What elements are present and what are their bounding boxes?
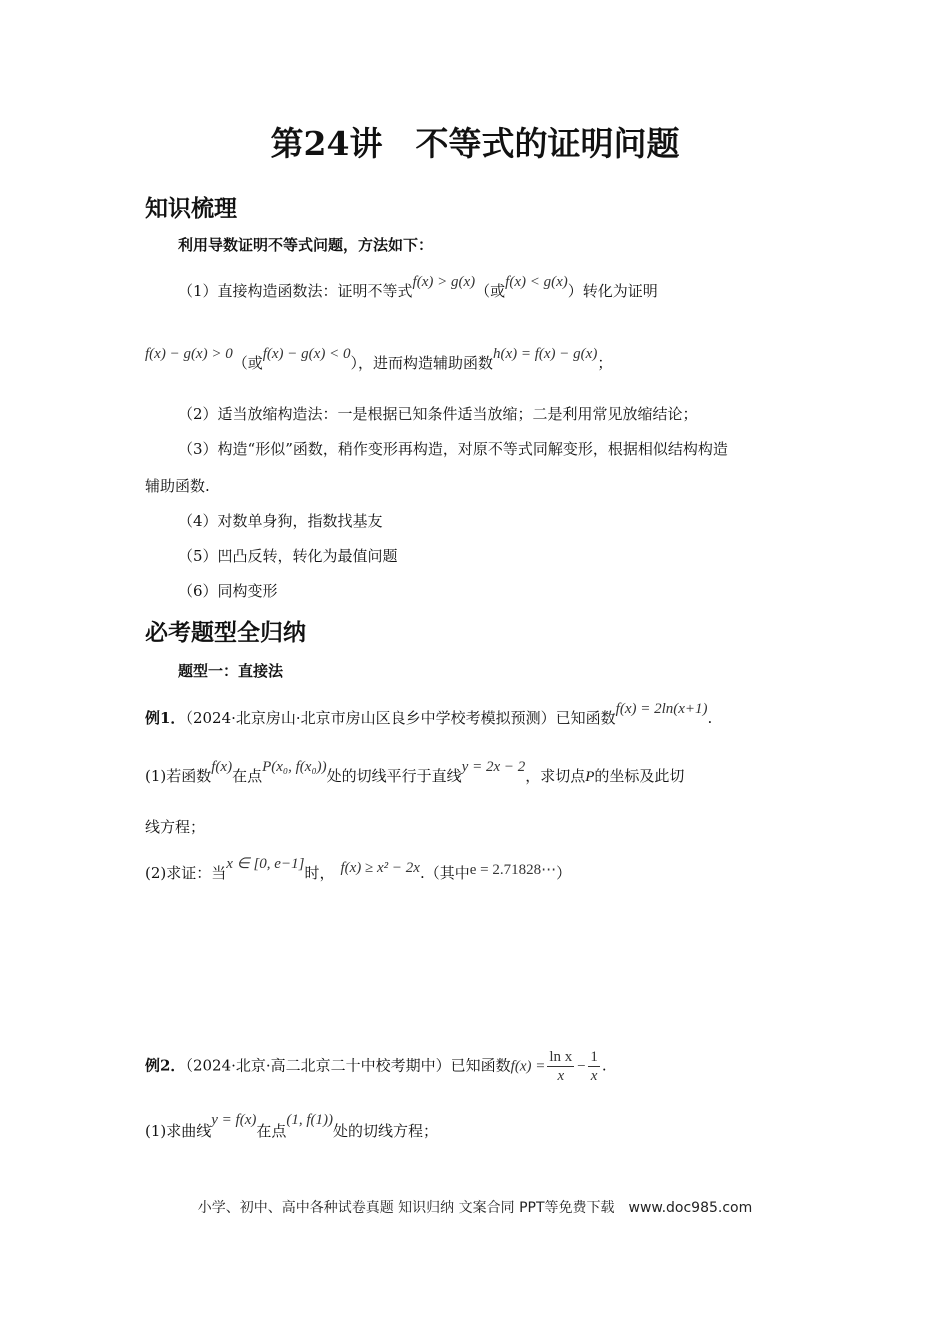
fraction-lnx-over-x xyxy=(547,1048,574,1085)
intro-text: 利用导数证明不等式问题，方法如下： xyxy=(178,236,434,254)
item4: （4）对数单身狗，指数找基友 xyxy=(178,512,383,530)
item1-line1 xyxy=(178,274,658,301)
item1-suffix: ）转化为证明 xyxy=(567,282,658,300)
example2-func-lhs: f(x) = xyxy=(510,1058,546,1075)
example1-question1-cont: 线方程； xyxy=(145,818,206,836)
or-text-2: （或 xyxy=(232,354,263,372)
page-title: 第24讲 不等式的证明问题 xyxy=(270,124,680,163)
inequality-d: f(x) − g(x) < 0 xyxy=(262,346,351,362)
page-footer: 小学、初中、高中各种试卷真题 知识归纳 文案合同 PPT等免费下载 www.doc985.com xyxy=(197,1200,753,1216)
ex2-q1-text-c: 处的切线方程； xyxy=(333,1122,439,1140)
example1-question1 xyxy=(145,759,685,786)
q1-point-label: P xyxy=(585,769,595,785)
example2-question1 xyxy=(145,1112,439,1141)
q1-text-c: 处的切线平行于直线 xyxy=(326,767,462,785)
item5: （5）凹凸反转，转化为最值问题 xyxy=(178,547,398,565)
minus-sign: − xyxy=(576,1058,587,1075)
q2-domain: x ∈ [0, e−1] xyxy=(226,856,305,872)
example1-statement xyxy=(145,701,713,728)
aux-function: h(x) = f(x) − g(x) xyxy=(492,346,598,362)
q2-text-c: .（其中 xyxy=(419,864,470,882)
section-heading-knowledge: 知识梳理 xyxy=(145,196,237,222)
fraction1-numerator: ln x xyxy=(549,1049,573,1065)
q1-text-b: 在点 xyxy=(232,767,263,785)
ex2-q1-text-b: 在点 xyxy=(256,1122,287,1140)
q2-e-value: e = 2.71828⋯ xyxy=(469,862,557,878)
item2: （2）适当放缩构造法：一是根据已知条件适当放缩；二是利用常见放缩结论； xyxy=(178,405,698,423)
q1-text-e: 的坐标及此切 xyxy=(594,767,685,785)
inequality-c: f(x) − g(x) > 0 xyxy=(145,346,233,362)
q1-line: y = 2x − 2 xyxy=(461,759,526,775)
q1-text-a: (1)若函数 xyxy=(145,767,212,785)
item1-line2 xyxy=(145,346,613,373)
item3-line1: （3）构造“形似”函数，稍作变形再构造，对原不等式同解变形，根据相似结构构造 xyxy=(178,440,728,458)
item1-mid: ），进而构造辅助函数 xyxy=(350,354,493,372)
item1-end: ； xyxy=(597,354,613,372)
example1-function: f(x) = 2ln(x+1) xyxy=(615,701,708,717)
q1-function: f(x) xyxy=(211,759,233,775)
q2-text-d: ） xyxy=(556,864,572,882)
q2-text-a: (2)求证：当 xyxy=(145,864,227,882)
example1-source: （2024·北京房山·北京市房山区良乡中学校考模拟预测）已知函数 xyxy=(185,709,616,727)
section-heading-types: 必考题型全归纳 xyxy=(145,620,306,646)
fraction-1-over-x xyxy=(588,1048,600,1085)
item6: （6）同构变形 xyxy=(178,582,278,600)
ex2-q1-curve: y = f(x) xyxy=(211,1112,257,1128)
q2-inequality: f(x) ≥ x² − 2x xyxy=(340,860,420,876)
fraction2-numerator: 1 xyxy=(590,1049,598,1065)
example2-source: （2024·北京·高二北京二十中校考期中）已知函数 xyxy=(185,1056,511,1075)
inequality-a: f(x) > g(x) xyxy=(412,274,476,290)
example2-statement xyxy=(145,1048,607,1085)
type1-heading: 题型一：直接法 xyxy=(178,662,284,680)
example2-label: 例2． xyxy=(145,1056,186,1075)
fraction1-denominator: x xyxy=(557,1068,565,1084)
q1-text-d: ，求切点 xyxy=(525,767,586,785)
item3-line2: 辅助函数. xyxy=(145,477,210,495)
item1-prefix: （1）直接构造函数法：证明不等式 xyxy=(178,282,413,300)
example1-label: 例1． xyxy=(145,709,186,727)
ex2-q1-point: (1, f(1)) xyxy=(286,1112,334,1128)
inequality-b: f(x) < g(x) xyxy=(505,274,568,290)
q2-text-b: 时， xyxy=(304,864,335,882)
example1-question2 xyxy=(145,856,572,883)
ex2-q1-text-a: (1)求曲线 xyxy=(145,1122,212,1140)
period: . xyxy=(707,709,713,727)
fraction2-denominator: x xyxy=(590,1068,598,1084)
or-text: （或 xyxy=(475,282,506,300)
q1-point: P(x₀, f(x₀)) xyxy=(262,759,327,775)
period: . xyxy=(601,1056,607,1075)
